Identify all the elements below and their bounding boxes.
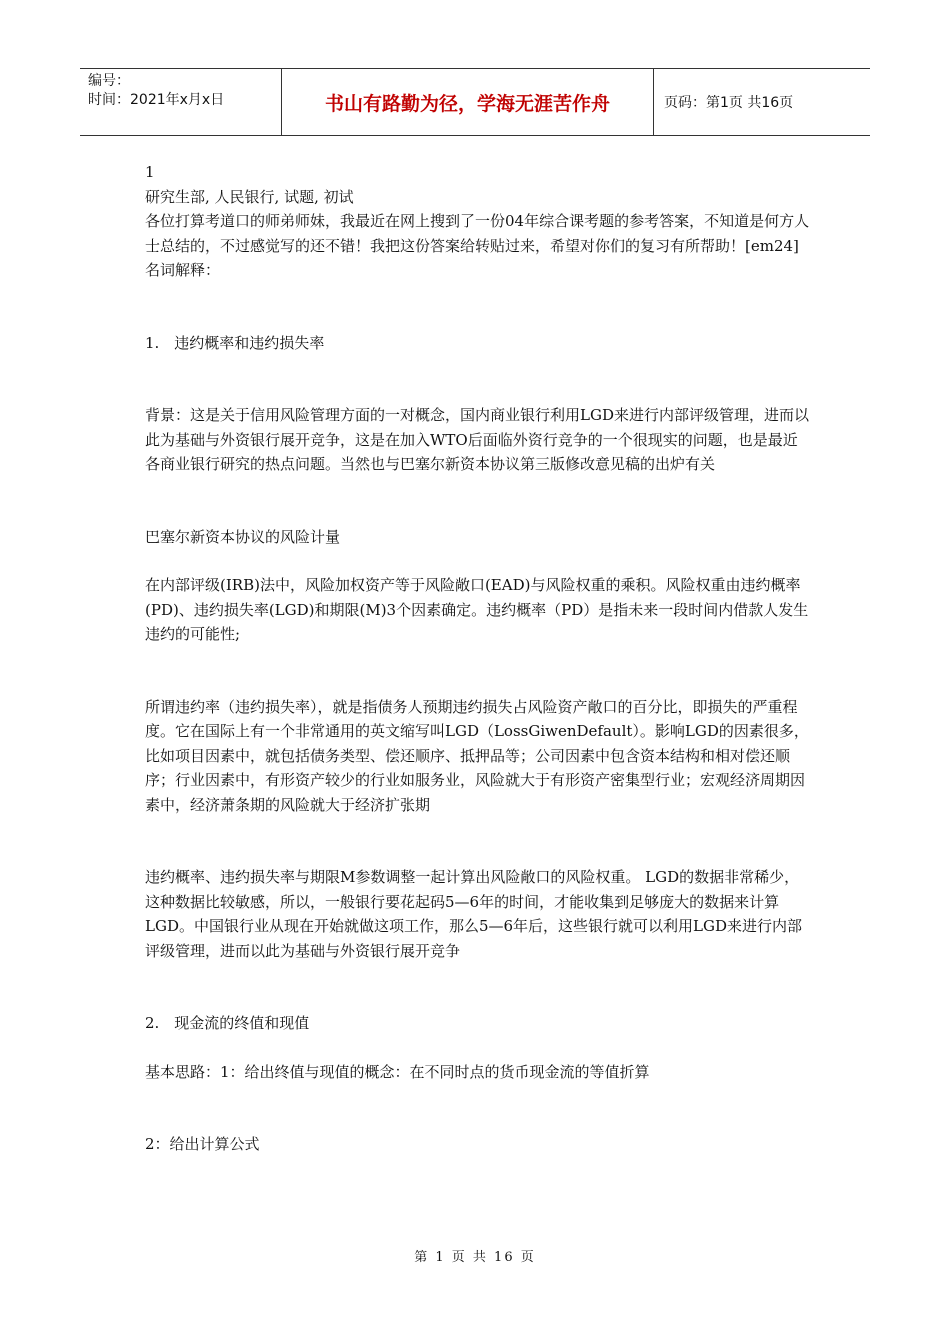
paragraph-risk-weight: 违约概率、违约损失率与期限M参数调整一起计算出风险敞口的风险权重。 LGD的数据非常稀少，这种数据比较敏感，所以，一般银行要花起码5—6年的时间，才能收集到足够庞大的数据来计算LGD。中国银行业从现在开始就做这项工作，那么5—6年后，这些银行就可以利用LGD来进行内部评级管理，进而以此为基础与外资银行展开竞争 — [145, 868, 803, 960]
paragraph-background: 背景：这是关于信用风险管理方面的一对概念，国内商业银行利用LGD来进行内部评级管理，进而以此为基础与外资银行展开竞争，这是在加入WTO后面临外资行竞争的一个很现实的问题，也是最近各商业银行研究的热点问题。当然也与巴塞尔新资本协议第三版修改意见稿的出炉有关 — [145, 406, 809, 473]
paragraph-irb: 在内部评级(IRB)法中，风险加权资产等于风险敞口(EAD)与风险权重的乘积。风险权重由违约概率(PD)、违约损失率(LGD)和期限(M)3个因素确定。违约概率（PD）是指未来一段时间内借款人发生违约的可能性; — [145, 576, 809, 643]
page-footer: 第 1 页 共 16 页 — [414, 1250, 536, 1265]
paragraph-terms-heading: 名词解释： — [145, 261, 221, 279]
page-header — [80, 68, 870, 136]
document-body — [145, 160, 810, 1157]
header-meta-cell — [80, 69, 282, 135]
header-page-info: 页码：第1页 共16页 — [664, 95, 794, 111]
document-time-label: 时间：2021年x月x日 — [88, 92, 225, 108]
paragraph-tags: 研究生部, 人民银行, 试题, 初试 — [145, 187, 354, 206]
paragraph-lgd-definition: 所谓违约率（违约损失率），就是指债务人预期违约损失占风险资产敞口的百分比，即损失的严重程度。它在国际上有一个非常通用的英文缩写叫LGD（LossGiwenDefault）。影响LGD的因素很多，比如项目因素中，就包括债务类型、偿还顺序、抵押品等；公司因素中包含资本结构和相对偿还顺序；行业因素中，有形资产较少的行业如服务业，风险就大于有形资产密集型行业；宏观经济周期因素中，经济萧条期的风险就大于经济扩张期 — [145, 697, 809, 814]
section-heading-2: 2. 现金流的终值和现值 — [145, 1014, 310, 1032]
paragraph-basic-idea: 基本思路：1：给出终值与现值的概念：在不同时点的货币现金流的等值折算 — [145, 1062, 650, 1081]
paragraph-basel-heading: 巴塞尔新资本协议的风险计量 — [145, 527, 341, 546]
paragraph-formula: 2：给出计算公式 — [145, 1135, 260, 1153]
header-motto: 书山有路勤为径，学海无涯苦作舟 — [282, 69, 654, 135]
paragraph-index: 1 — [145, 163, 155, 181]
document-number-label: 编号： — [88, 73, 130, 89]
section-heading-1: 1. 违约概率和违约损失率 — [145, 333, 325, 352]
paragraph-intro: 各位打算考道口的师弟师妹，我最近在网上搜到了一份04年综合课考题的参考答案，不知道是何方人士总结的，不过感觉写的还不错！我把这份答案给转贴过来，希望对你们的复习有所帮助！[em24] — [145, 212, 810, 255]
